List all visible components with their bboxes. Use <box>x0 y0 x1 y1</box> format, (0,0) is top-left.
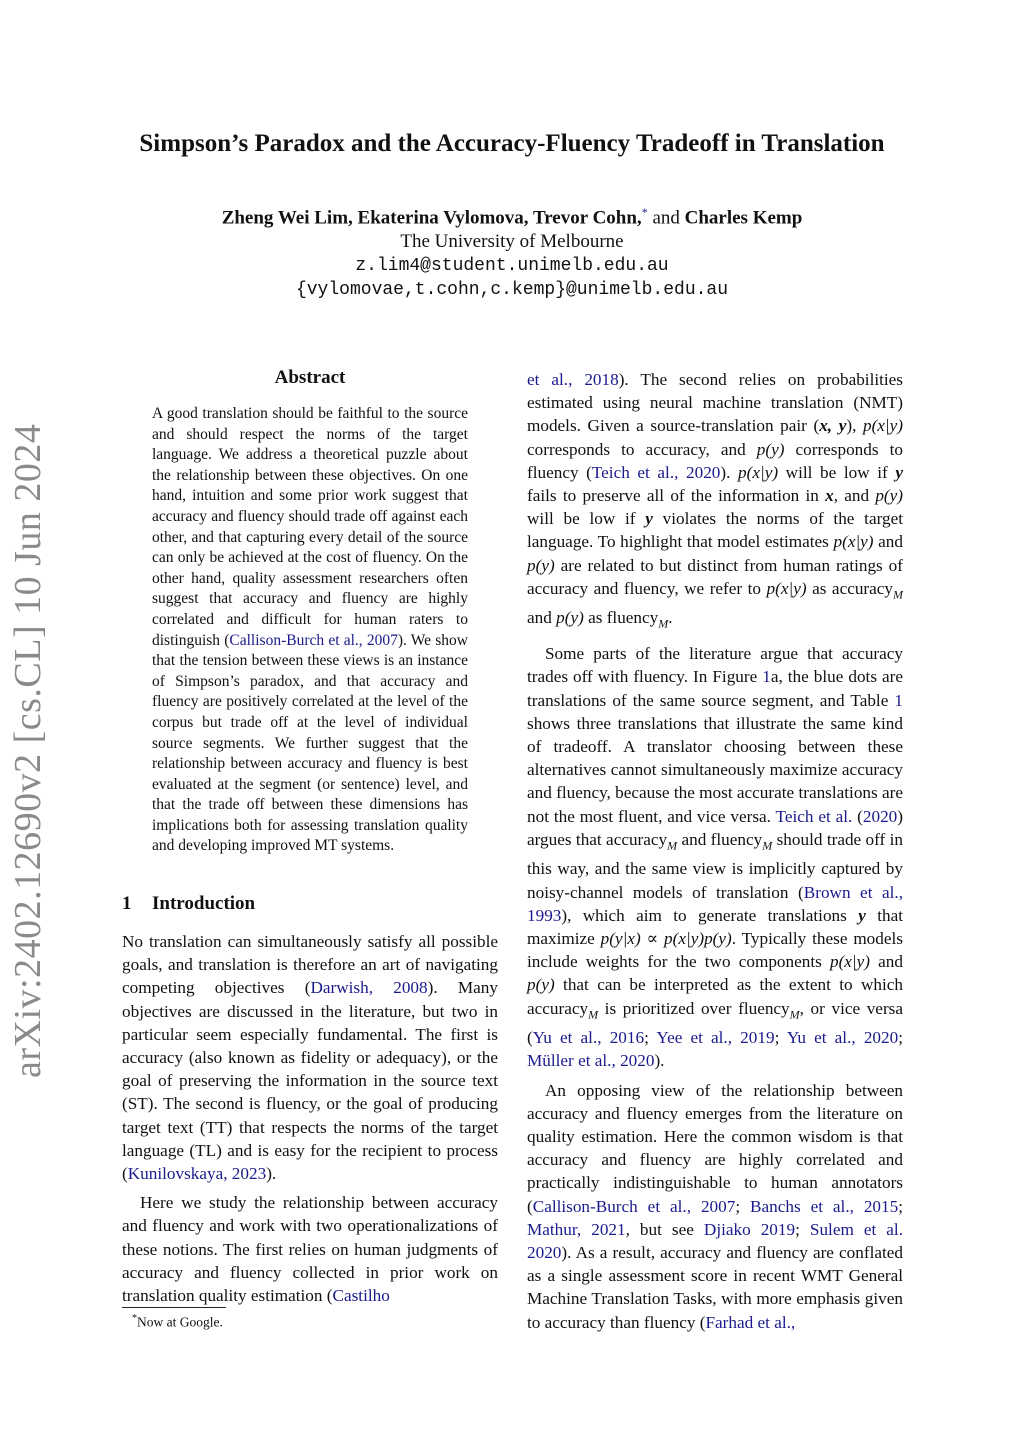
left-column <box>122 930 498 1307</box>
citation-link[interactable]: Brown et al., 1993 <box>527 882 903 925</box>
citation-link[interactable]: Teich et al., 2020 <box>591 462 721 482</box>
citation-link[interactable]: Sulem et al. 2020 <box>527 1219 903 1263</box>
email-2: {vylomovae,t.cohn,c.kemp}@unimelb.edu.au <box>295 280 729 301</box>
abstract-heading: Abstract <box>274 367 346 388</box>
arxiv-identifier[interactable]: arXiv:2402.12690v2 [cs.CL] 10 Jun 2024 <box>7 423 49 1078</box>
citation-link[interactable]: Yee et al., 2019 <box>656 1028 775 1048</box>
footnote-mark: * <box>132 1313 137 1324</box>
footnote-text: Now at Google. <box>137 1314 223 1330</box>
citation-link[interactable]: Yu et al., 2016 <box>532 1028 645 1048</box>
footnote-rule <box>122 1307 226 1308</box>
citation-link[interactable]: Darwish, 2008 <box>310 978 428 998</box>
paragraph: No translation can simultaneously satisfy all possible goals, and translation is therefore an art of navigating competing objectives (Darwish, 2008). Many objectives are discussed in the literature, but two in particular seem especially fundamental. The first is accuracy (also known as fidelity or adequacy), or the goal of preserving the information in the source text (ST). The second is fluency, or the goal of producing target text (TT) that respects the norms of the target language (TL) and is easy for the recipient to process (Kunilovskaya, 2023). <box>122 932 498 1184</box>
citation-link[interactable]: Callison-Burch et al., 2007 <box>532 1196 736 1216</box>
author-block <box>0 200 1024 302</box>
paragraph: An opposing view of the relationship between accuracy and fluency emerges from the literature on quality estimation. Here the common wisdom is that accuracy and fluency are highly correlated and practically indistinguishable to human annotators (Callison-Burch et al., 2007; Banchs et al., 2015; Mathur, 2021, but see Djiako 2019; Sulem et al. 2020). As a result, accuracy and fluency are conflated as a single assessment score in recent WMT General Machine Translation Tasks, with more emphasis given to accuracy than fluency (Farhad et al., <box>527 1080 903 1332</box>
section-heading <box>122 893 255 915</box>
section-title: Introduction <box>152 893 256 914</box>
citation-link[interactable]: Banchs et al., 2015 <box>750 1196 899 1216</box>
citation-link[interactable]: Farhad et al., <box>705 1312 796 1332</box>
footnote-marker[interactable]: * <box>641 205 648 219</box>
figure-link[interactable]: 1 <box>762 667 771 687</box>
citation-link[interactable]: Yu et al., 2020 <box>786 1028 899 1048</box>
right-column <box>527 368 903 1334</box>
author-last: Charles Kemp <box>684 207 803 229</box>
citation-link[interactable]: Callison-Burch et al., 2007 <box>229 631 398 649</box>
paragraph: et al., 2018). The second relies on probabilities estimated using neural machine translation (NMT) models. Given a source-translation pair (x, y), p(x|y) corresponds to accuracy, and p(y) corresponds to fluency (Teich et al., 2020). p(x|y) will be low if y fails to preserve all of the information in x, and p(y) will be low if y violates the norms of the target language. To highlight that model estimates p(x|y) and p(y) are related to but distinct from human ratings of accuracy and fluency, we refer to p(x|y) as accuracy$_M$ and p(y) as fluency$_M$. <box>527 370 904 631</box>
affiliation: The University of Melbourne <box>400 231 624 253</box>
section-number: 1 <box>122 893 132 914</box>
author-names: Zheng Wei Lim, Ekaterina Vylomova, Trevor Cohn, <box>221 207 642 229</box>
citation-link[interactable]: 2020 <box>862 806 898 826</box>
author-and: and <box>647 207 685 229</box>
abstract-text <box>152 404 468 857</box>
footnote <box>132 1313 223 1331</box>
abstract-part: A good translation should be faithful to the source and should respect the norms of the target language. We address a theoretical puzzle about the relationship between these objectives. On one hand, intuition and some prior work suggest that accuracy and fluency should trade off against each other, and that capturing every detail of the source can only be achieved at the cost of fluency. On the other hand, quality assessment researchers often suggest that accuracy and fluency are highly correlated and difficult for human raters to distinguish ( <box>152 405 468 649</box>
arxiv-sidebar <box>6 423 49 1079</box>
table-link[interactable]: 1 <box>894 690 903 710</box>
citation-link[interactable]: Kunilovskaya, 2023 <box>127 1164 267 1184</box>
citation-link[interactable]: et al., 2018 <box>527 370 619 389</box>
citation-link[interactable]: Djiako 2019 <box>703 1219 796 1239</box>
paper-title: Simpson’s Paradox and the Accuracy-Fluency Tradeoff in Translation <box>139 130 885 157</box>
citation-link[interactable]: Teich et al. <box>775 806 853 826</box>
citation-link[interactable]: Mathur, 2021 <box>527 1219 626 1239</box>
email-1: z.lim4@student.unimelb.edu.au <box>355 256 669 277</box>
citation-link[interactable]: Castilho <box>332 1286 390 1306</box>
paragraph: Some parts of the literature argue that accuracy trades off with fluency. In Figure 1a, the blue dots are translations of the same source segment, and Table 1 shows three translations that illustrate the same kind of tradeoff. A translator choosing between these alternatives cannot simultaneously maximize accuracy and fluency, because the most accurate translations are not the most fluent, and vice versa. Teich et al. (2020) argues that accuracy$_M$ and fluency$_M$ should trade off in this way, and the same view is implicitly captured by noisy-channel models of translation (Brown et al., 1993), which aim to generate translations y that maximize p(y|x) ∝ p(x|y)p(y). Typically these models include weights for the two components p(x|y) and p(y) that can be interpreted as the extent to which accuracy$_M$ is prioritized over fluency$_M$, or vice versa (Yu et al., 2016; Yee et al., 2019; Yu et al., 2020; Müller et al., 2020). <box>527 644 904 1071</box>
abstract-part: ). We show that the tension between these views is an instance of Simpson’s paradox, and that accuracy and fluency are positively correlated at the level of the corpus but trade off at the level of individual source segments. We further suggest that the relationship between accuracy and fluency is best evaluated at the segment (or sentence) level, and that the trade off between these dimensions has implications both for assessing translation quality and developing improved MT systems. <box>152 631 468 855</box>
paragraph: Here we study the relationship between accuracy and fluency and work with two operationalizations of these notions. The first relies on human judgments of accuracy and fluency collected in prior work on translation quality estimation (Castilho <box>122 1193 498 1306</box>
citation-link[interactable]: Müller et al., 2020 <box>527 1051 655 1071</box>
